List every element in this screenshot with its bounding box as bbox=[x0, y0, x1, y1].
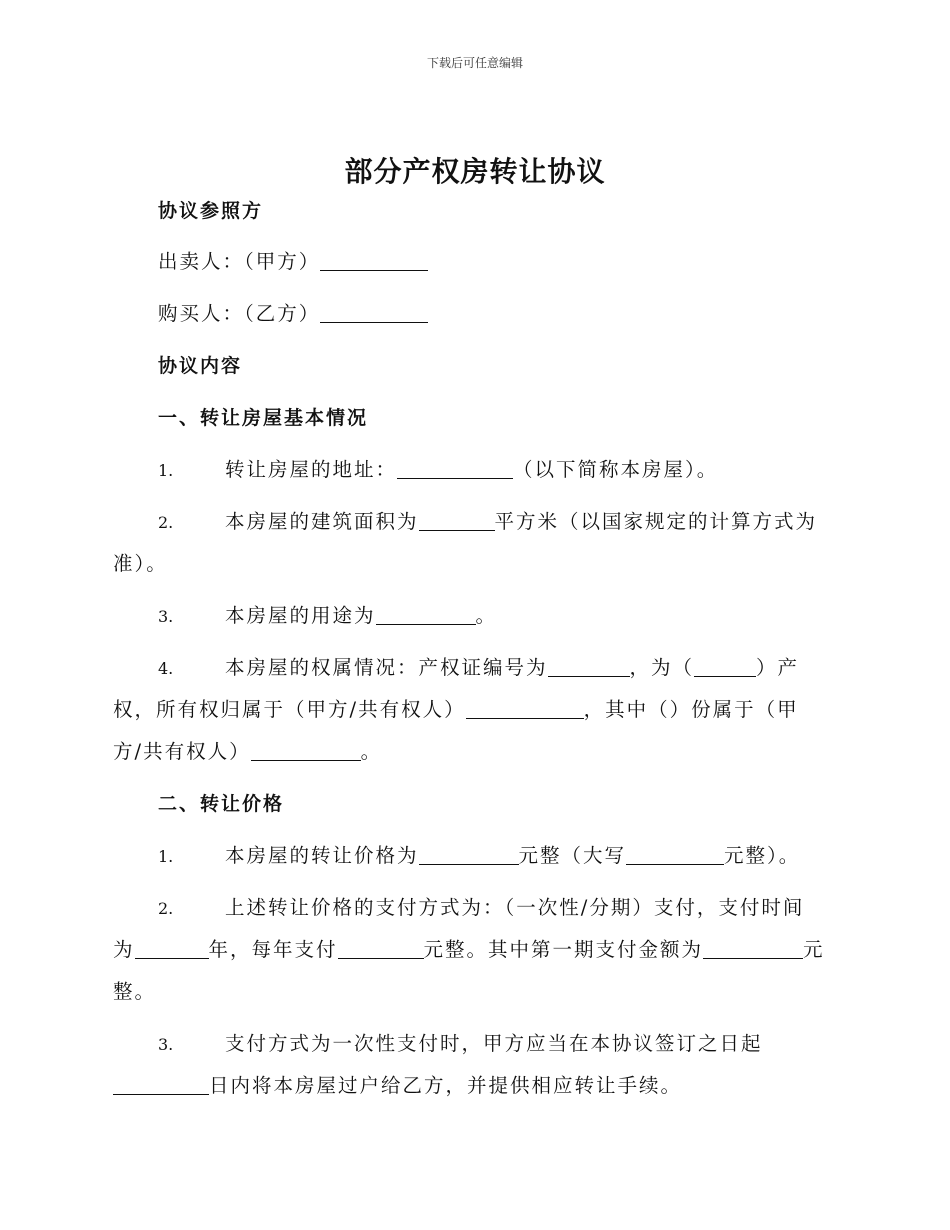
buyer-label: 购买人：（乙方） bbox=[158, 302, 321, 325]
item-text: ）产 bbox=[756, 656, 800, 679]
item-text: 元整。其中第一期支付金额为 bbox=[423, 938, 704, 961]
years-blank[interactable] bbox=[135, 939, 209, 959]
item-text: 支付方式为一次性支付时，甲方应当在本协议签订之日起 bbox=[225, 1032, 763, 1055]
buyer-line bbox=[158, 300, 428, 328]
item-text: 本房屋的用途为 bbox=[225, 604, 376, 627]
seller-label: 出卖人：（甲方） bbox=[158, 250, 321, 273]
s2-item1 bbox=[158, 842, 800, 871]
item-text: 上述转让价格的支付方式为：（一次性/分期）支付，支付时间 bbox=[225, 896, 805, 919]
item-text: 本房屋的权属情况：产权证编号为 bbox=[225, 656, 548, 679]
s1-item2 bbox=[158, 508, 817, 537]
item-text: 。 bbox=[475, 604, 498, 627]
content-heading: 协议内容 bbox=[158, 355, 243, 377]
header-note: 下载后可任意编辑 bbox=[426, 56, 523, 70]
item-number: 4. bbox=[158, 659, 174, 678]
item-text: 日内将本房屋过户给乙方，并提供相应转让手续。 bbox=[209, 1074, 683, 1097]
item-text: ，为（ bbox=[629, 656, 695, 679]
s2-item3-cont bbox=[113, 1072, 682, 1100]
address-blank[interactable] bbox=[397, 459, 513, 479]
item-number: 3. bbox=[158, 607, 174, 626]
section1-heading: 一、转让房屋基本情况 bbox=[158, 407, 369, 429]
parties-heading: 协议参照方 bbox=[158, 200, 264, 222]
item-text: 转让房屋的地址： bbox=[225, 458, 398, 481]
s1-item3 bbox=[158, 602, 497, 631]
area-blank[interactable] bbox=[419, 511, 495, 531]
annual-amount-blank[interactable] bbox=[338, 939, 424, 959]
item-number: 2. bbox=[158, 899, 174, 918]
item-text: 元整）。 bbox=[724, 844, 801, 867]
document-title: 部分产权房转让协议 bbox=[344, 155, 606, 188]
price-capital-blank[interactable] bbox=[626, 845, 724, 865]
seller-blank[interactable] bbox=[320, 251, 428, 271]
owner-blank[interactable] bbox=[466, 699, 584, 719]
item-number: 1. bbox=[158, 461, 174, 480]
s2-item2-cont1 bbox=[113, 936, 825, 964]
s1-item1 bbox=[158, 456, 718, 485]
item-text: 平方米（以国家规定的计算方式为 bbox=[494, 510, 818, 533]
item-text: 为 bbox=[113, 938, 135, 961]
item-text: 权，所有权归属于（甲方/共有权人） bbox=[113, 698, 466, 721]
usage-blank[interactable] bbox=[376, 605, 476, 625]
seller-line bbox=[158, 248, 428, 276]
transfer-days-blank[interactable] bbox=[113, 1075, 209, 1095]
share-owner-blank[interactable] bbox=[251, 741, 361, 761]
item-text: 本房屋的转让价格为 bbox=[225, 844, 419, 867]
item-text: 年，每年支付 bbox=[208, 938, 338, 961]
price-blank[interactable] bbox=[419, 845, 519, 865]
item-text: 元 bbox=[803, 938, 825, 961]
property-type-blank[interactable] bbox=[694, 657, 756, 677]
s1-item4-cont2 bbox=[113, 738, 382, 766]
s1-item4 bbox=[158, 654, 799, 683]
s2-item2 bbox=[158, 894, 804, 923]
s1-item2-cont: 准）。 bbox=[113, 552, 168, 575]
item-number: 2. bbox=[158, 513, 174, 532]
s1-item4-cont1 bbox=[113, 696, 799, 724]
item-number: 1. bbox=[158, 847, 174, 866]
item-text: 。 bbox=[360, 740, 383, 763]
buyer-blank[interactable] bbox=[320, 303, 428, 323]
item-text: 元整（大写 bbox=[518, 844, 627, 867]
first-payment-blank[interactable] bbox=[703, 939, 803, 959]
item-text: 方/共有权人） bbox=[113, 740, 251, 763]
item-text: 本房屋的建筑面积为 bbox=[225, 510, 419, 533]
s2-item2-cont2: 整。 bbox=[113, 980, 157, 1003]
cert-number-blank[interactable] bbox=[548, 657, 630, 677]
s2-item3 bbox=[158, 1030, 763, 1059]
section2-heading: 二、转让价格 bbox=[158, 793, 285, 815]
item-number: 3. bbox=[158, 1035, 174, 1054]
item-text: （以下简称本房屋）。 bbox=[513, 458, 719, 481]
item-text: ，其中（）份属于（甲 bbox=[583, 698, 799, 721]
